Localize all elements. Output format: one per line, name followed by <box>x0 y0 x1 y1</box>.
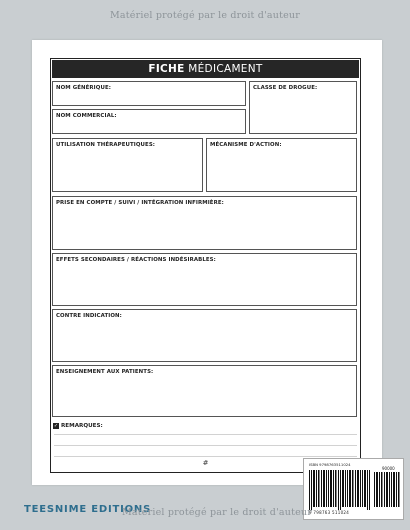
check-icon[interactable]: ✓ <box>53 423 59 429</box>
form-title-rest: MÉDICAMENT <box>184 63 263 75</box>
label-enseignement: ENSEIGNEMENT AUX PATIENTS: <box>56 369 154 375</box>
label-effets-secondaires: EFFETS SECONDAIRES / RÉACTIONS INDÉSIRABLES: <box>56 257 216 263</box>
watermark-bottom: Matériel protégé par le droit d'auteur <box>122 507 312 518</box>
label-mecanisme: MÉCANISME D'ACTION: <box>210 142 282 148</box>
field-effets-secondaires[interactable] <box>52 253 357 306</box>
isbn-digits: 9 798763 511024 <box>309 510 350 515</box>
label-nom-commercial: NOM COMMERCIAL: <box>56 113 117 119</box>
field-mecanisme[interactable] <box>206 138 357 192</box>
form-title-bold: FICHE <box>148 63 185 75</box>
field-nom-generique[interactable] <box>52 81 246 106</box>
field-nom-commercial[interactable] <box>52 109 246 134</box>
label-utilisation: UTILISATION THÉRAPEUTIQUES: <box>56 142 156 148</box>
isbn-barcode <box>303 458 404 520</box>
label-prise-en-compte: PRISE EN COMPTE / SUIVI / INTÉGRATION INFIRMIÈRE: <box>56 200 224 206</box>
form-title <box>52 60 359 78</box>
isbn-label: ISBN 9798763511024 <box>309 462 351 467</box>
field-enseignement[interactable] <box>52 365 357 417</box>
watermark-top: Matériel protégé par le droit d'auteur <box>110 10 300 21</box>
label-remarques: REMARQUES: <box>61 423 103 429</box>
label-contre-indication: CONTRE INDICATION: <box>56 313 122 319</box>
remarks-line[interactable] <box>54 434 357 435</box>
field-prise-en-compte[interactable] <box>52 196 357 250</box>
remarks-line[interactable] <box>54 445 357 446</box>
label-nom-generique: NOM GÉNÉRIQUE: <box>56 85 111 91</box>
remarks-line[interactable] <box>54 456 357 457</box>
field-contre-indication[interactable] <box>52 309 357 362</box>
field-utilisation[interactable] <box>52 138 203 192</box>
publisher-brand: TEESNIME EDITIONS <box>24 504 152 515</box>
barcode-addon-icon <box>374 472 400 507</box>
remarks-heading <box>53 423 103 429</box>
page-marker: # <box>202 459 209 467</box>
barcode-main-icon <box>309 470 371 510</box>
label-classe-drogue: CLASSE DE DROGUE: <box>253 85 318 91</box>
field-classe-drogue[interactable] <box>249 81 357 134</box>
form-sheet <box>32 40 382 485</box>
price-code: 90000 <box>382 466 395 471</box>
form-frame <box>50 58 361 473</box>
